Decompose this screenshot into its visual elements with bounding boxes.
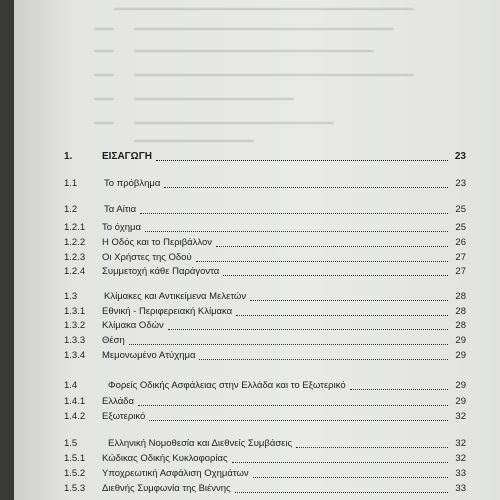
toc-section-title: Κώδικας Οδικής Κυκλοφορίας bbox=[102, 453, 228, 464]
toc-section-number: 1.2 bbox=[64, 204, 78, 215]
toc-section-title: Οι Χρήστες της Οδού bbox=[102, 252, 192, 263]
toc-entry-row[interactable] bbox=[64, 335, 466, 348]
toc-dot-leader bbox=[350, 389, 448, 390]
toc-section-number: 1.3.4 bbox=[64, 350, 86, 361]
toc-section-number: 1.4.1 bbox=[64, 396, 86, 407]
toc-entry-row[interactable] bbox=[64, 222, 466, 235]
toc-section-title: Κλίμακα Οδών bbox=[102, 320, 164, 331]
toc-entry-row[interactable] bbox=[64, 453, 466, 466]
toc-dot-leader bbox=[129, 344, 448, 345]
toc-section-title: Κλίμακες και Αντικείμενα Μελετών bbox=[104, 291, 247, 302]
toc-dot-leader bbox=[138, 405, 448, 406]
toc-entry-row[interactable] bbox=[64, 204, 466, 217]
toc-section-number: 1.5.2 bbox=[64, 468, 86, 479]
toc-dot-leader bbox=[199, 359, 448, 360]
toc-entry-row[interactable] bbox=[64, 291, 466, 304]
toc-section-title: Εθνική - Περιφερειακή Κλίμακα bbox=[102, 306, 233, 317]
toc-page-number: 23 bbox=[454, 151, 466, 162]
toc-dot-leader bbox=[149, 420, 448, 421]
toc-section-title: Συμμετοχή κάθε Παράγοντα bbox=[102, 266, 220, 277]
toc-dot-leader bbox=[235, 492, 448, 493]
toc-dot-leader bbox=[168, 329, 448, 330]
toc-entry-row[interactable] bbox=[64, 483, 466, 496]
toc-entry-row[interactable] bbox=[64, 438, 466, 451]
toc-section-number: 1.2.4 bbox=[64, 266, 86, 277]
toc-entry-row[interactable] bbox=[64, 396, 466, 409]
toc-dot-leader bbox=[253, 477, 448, 478]
toc-page-number: 28 bbox=[455, 306, 466, 317]
toc-entry-row[interactable] bbox=[64, 266, 466, 279]
toc-dot-leader bbox=[250, 300, 448, 301]
toc-section-title: Θέση bbox=[102, 335, 125, 346]
toc-page-number: 25 bbox=[455, 204, 466, 215]
toc-page-number: 32 bbox=[455, 438, 466, 449]
toc-page-number: 25 bbox=[455, 222, 466, 233]
toc-dot-leader bbox=[196, 261, 448, 262]
toc-dot-leader bbox=[296, 447, 448, 448]
toc-page-number: 29 bbox=[455, 396, 466, 407]
toc-page-number: 32 bbox=[455, 411, 466, 422]
toc-dot-leader bbox=[145, 231, 448, 232]
toc-section-number: 1.5.1 bbox=[64, 453, 86, 464]
toc-dot-leader bbox=[156, 160, 448, 161]
toc-page-number: 28 bbox=[455, 320, 466, 331]
toc-dot-leader bbox=[216, 246, 448, 247]
toc-page-number: 32 bbox=[455, 453, 466, 464]
toc-section-number: 1.3 bbox=[64, 291, 78, 302]
toc-dot-leader bbox=[232, 462, 448, 463]
toc-section-number: 1.3.3 bbox=[64, 335, 86, 346]
toc-page-number: 23 bbox=[455, 178, 466, 189]
toc-section-title: Υποχρεωτική Ασφάλιση Οχημάτων bbox=[102, 468, 249, 479]
toc-section-title: ΕΙΣΑΓΩΓΗ bbox=[102, 151, 152, 162]
toc-dot-leader bbox=[236, 315, 448, 316]
toc-entry-row[interactable] bbox=[64, 350, 466, 363]
toc-page-number: 28 bbox=[455, 291, 466, 302]
toc-section-number: 1.5.3 bbox=[64, 483, 86, 494]
toc-section-number: 1.4 bbox=[64, 380, 78, 391]
toc-entry-row[interactable] bbox=[64, 320, 466, 333]
toc-section-title: Ελλάδα bbox=[102, 396, 134, 407]
toc-section-title: Διεθνής Συμφωνία της Βιέννης bbox=[102, 483, 231, 494]
toc-entry-row[interactable] bbox=[64, 178, 466, 191]
toc-page-number: 29 bbox=[455, 350, 466, 361]
toc-entry-row[interactable] bbox=[64, 411, 466, 424]
toc-chapter-row[interactable] bbox=[64, 151, 466, 164]
toc-dot-leader bbox=[164, 187, 448, 188]
toc-section-number: 1.5 bbox=[64, 438, 78, 449]
toc-section-number: 1.3.2 bbox=[64, 320, 86, 331]
toc-page-number: 27 bbox=[455, 252, 466, 263]
toc-page-number: 26 bbox=[455, 237, 466, 248]
toc-dot-leader bbox=[140, 213, 448, 214]
toc-entry-row[interactable] bbox=[64, 380, 466, 393]
toc-section-title: Φορείς Οδικής Ασφάλειας στην Ελλάδα και το Εξωτερικό bbox=[108, 380, 346, 391]
toc-section-number: 1.2.2 bbox=[64, 237, 86, 248]
toc-entry-row[interactable] bbox=[64, 237, 466, 250]
faded-previous-page-text bbox=[54, 0, 494, 150]
toc-section-title: Το πρόβλημα bbox=[104, 178, 161, 189]
toc-entry-row[interactable] bbox=[64, 468, 466, 481]
toc-section-number: 1.4.2 bbox=[64, 411, 86, 422]
toc-section-number: 1.2.1 bbox=[64, 222, 86, 233]
toc-section-number: 1.2.3 bbox=[64, 252, 86, 263]
toc-entry-row[interactable] bbox=[64, 252, 466, 265]
toc-page-number: 27 bbox=[455, 266, 466, 277]
toc-section-title: Ελληνική Νομοθεσία και Διεθνείς Συμβάσεις bbox=[108, 438, 293, 449]
toc-section-title: Εξωτερικό bbox=[102, 411, 146, 422]
book-page bbox=[14, 0, 500, 500]
toc-page-number: 33 bbox=[455, 468, 466, 479]
toc-section-number: 1.1 bbox=[64, 178, 78, 189]
toc-section-title: Μεμονωμένο Ατύχημα bbox=[102, 350, 196, 361]
toc-dot-leader bbox=[223, 275, 448, 276]
toc-page-number: 29 bbox=[455, 380, 466, 391]
toc-page-number: 33 bbox=[455, 483, 466, 494]
toc-entry-row[interactable] bbox=[64, 306, 466, 319]
toc-section-title: Το όχημα bbox=[102, 222, 141, 233]
toc-section-number: 1.3.1 bbox=[64, 306, 86, 317]
toc-page-number: 29 bbox=[455, 335, 466, 346]
toc-section-title: Η Οδός και το Περιβάλλον bbox=[102, 237, 213, 248]
toc-section-number: 1. bbox=[64, 151, 73, 162]
toc-section-title: Τα Αίτια bbox=[104, 204, 137, 215]
